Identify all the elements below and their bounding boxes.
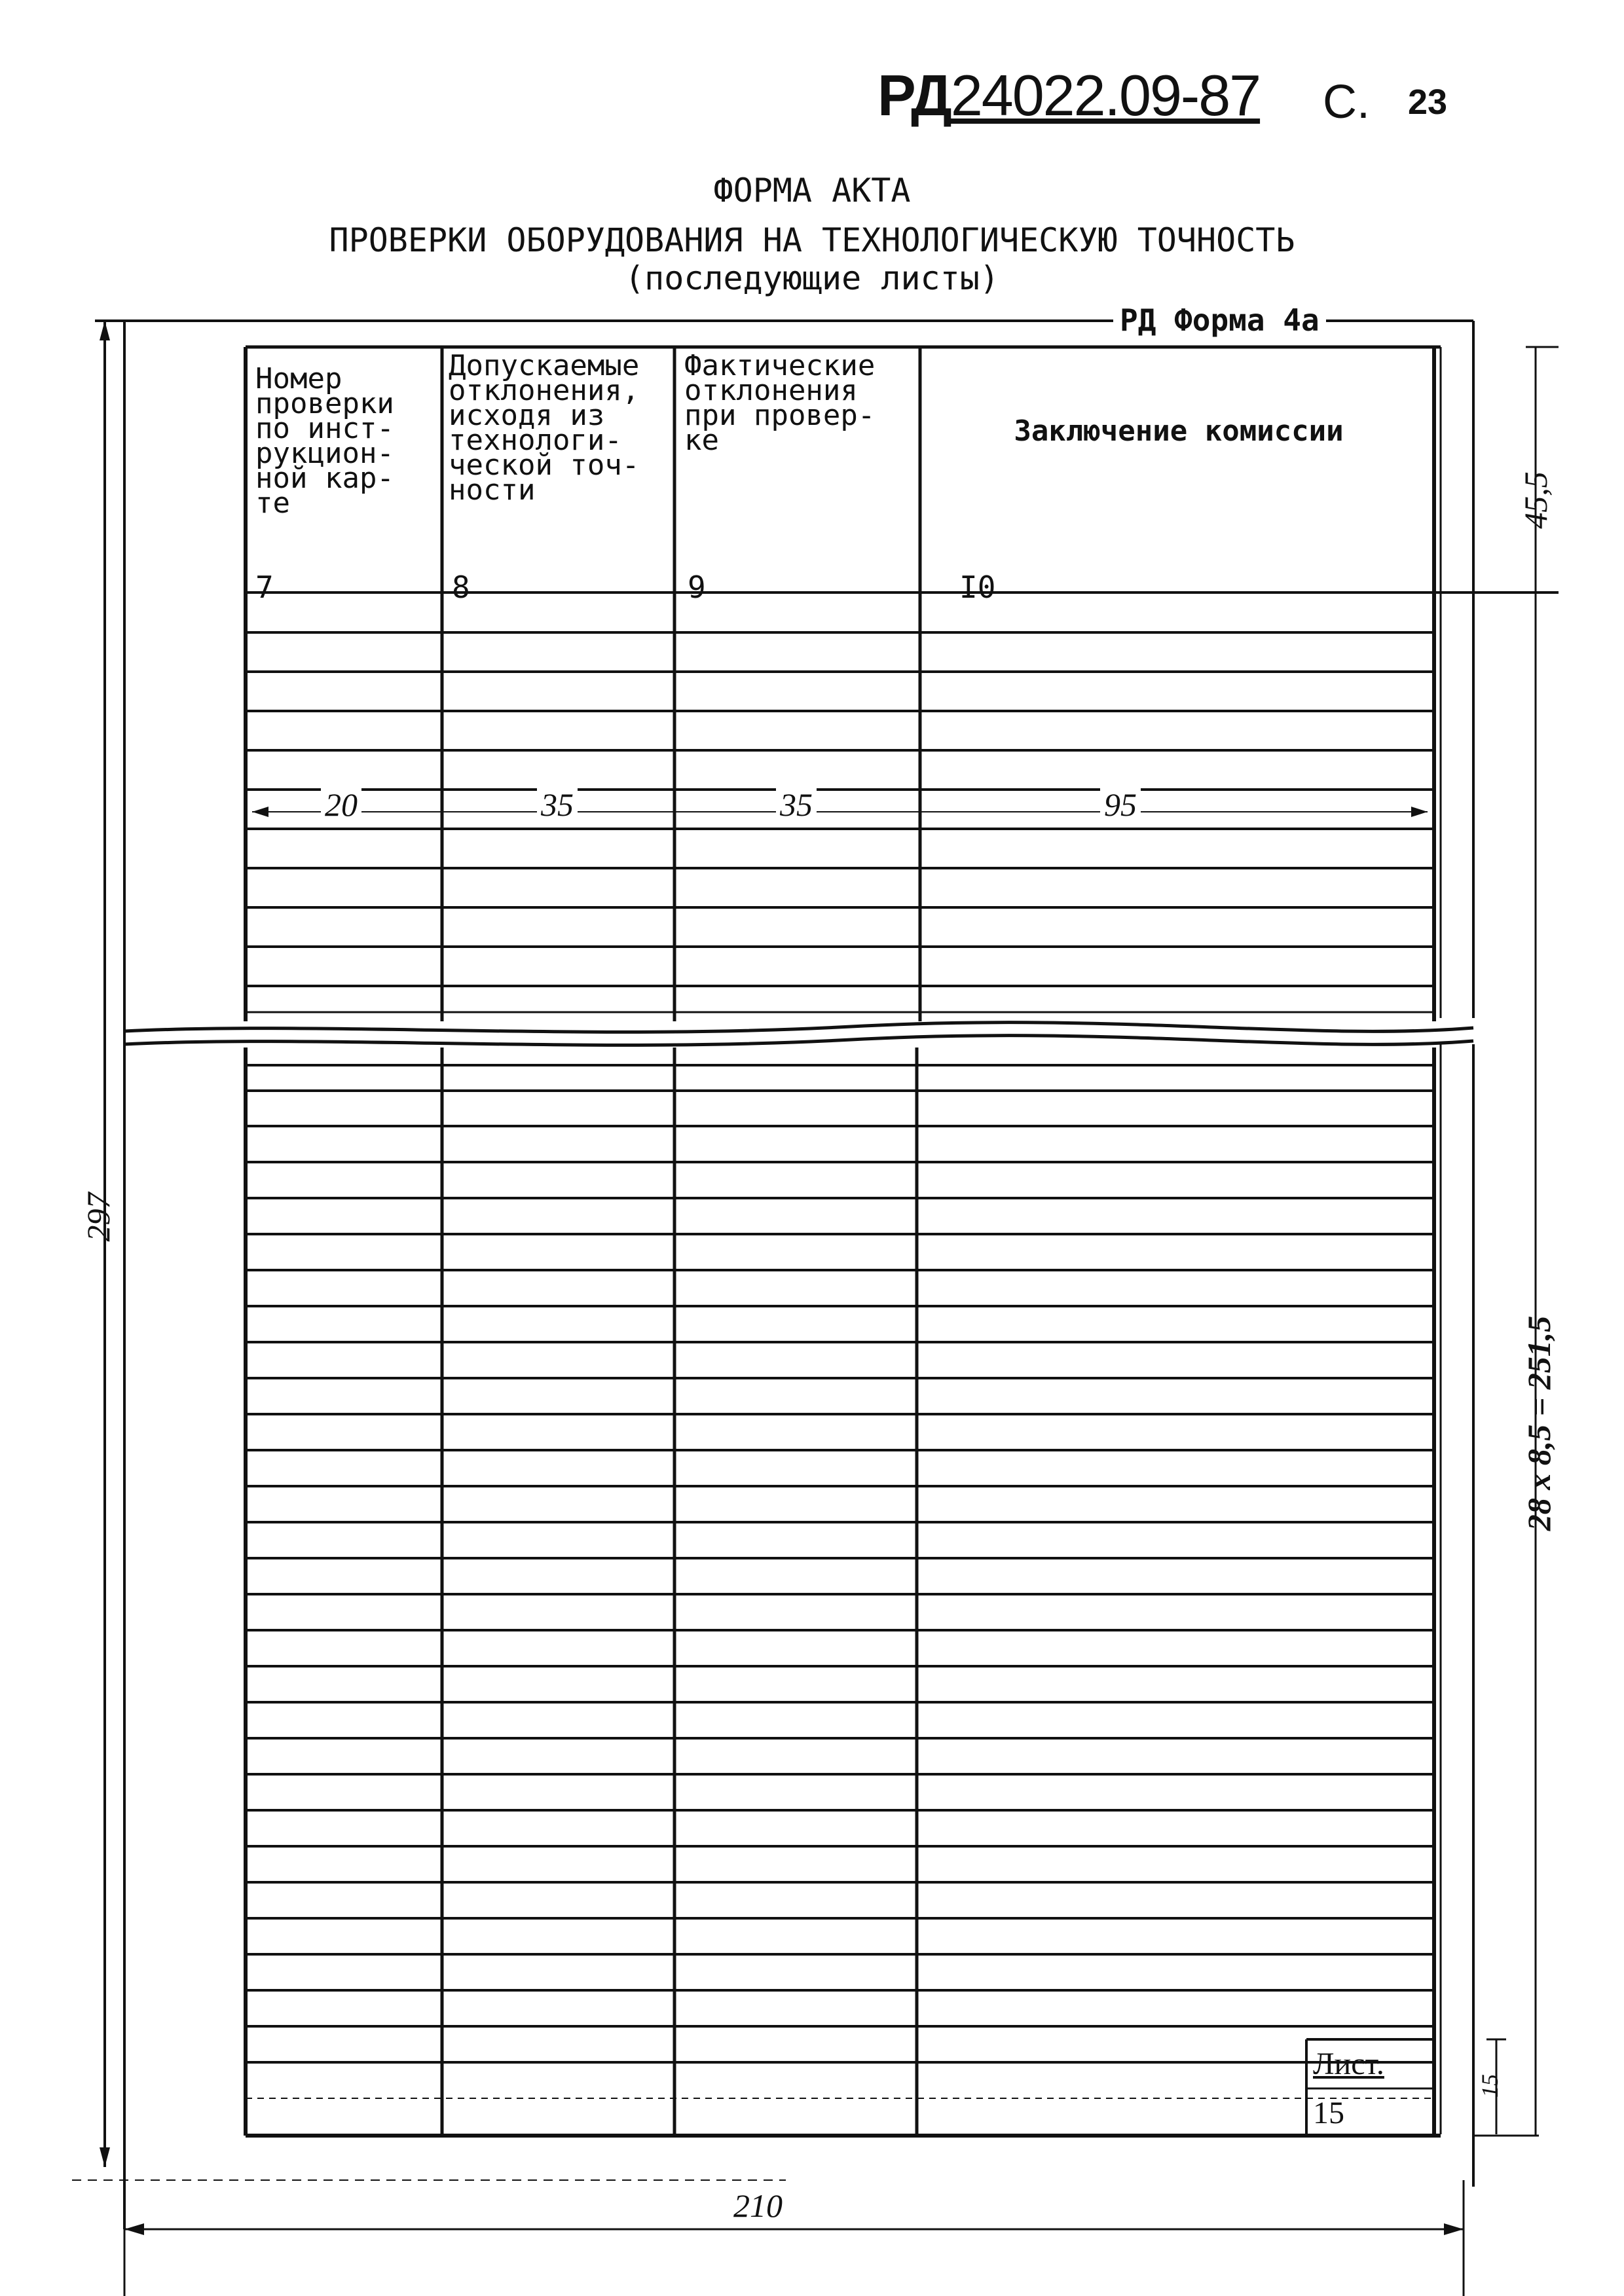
dim-header-height: 45,5	[1517, 471, 1554, 529]
dim-col-width-3: 35	[776, 786, 817, 824]
dim-width-total: 210	[733, 2187, 783, 2224]
doc-prefix: РД	[877, 63, 951, 128]
form-title: ФОРМА АКТА	[713, 172, 911, 210]
sheet-number: 15	[1313, 2096, 1344, 2130]
dim-height-total: 297	[80, 1192, 117, 1242]
column-header-actual-deviation: Фактические отклонения при провер- ке	[684, 349, 876, 457]
sheet-label: Лист.	[1313, 2047, 1384, 2081]
page-number: 23	[1408, 82, 1448, 122]
dim-col-width-4: 95	[1100, 786, 1141, 824]
dim-col-width-2: 35	[537, 786, 578, 824]
column-number-9: 9	[688, 570, 706, 605]
form-subtitle: ПРОВЕРКИ ОБОРУДОВАНИЯ НА ТЕХНОЛОГИЧЕСКУЮ ТОЧНОСТЬ	[329, 221, 1295, 259]
page-label: С.	[1323, 76, 1370, 128]
break-line-lower	[124, 1036, 1473, 1046]
doc-number: 24022.09-87	[950, 63, 1261, 128]
dim-col-width-1: 20	[321, 786, 361, 824]
column-number-7: 7	[255, 570, 274, 605]
dim-sheet-box-height: 15	[1477, 2074, 1503, 2098]
column-header-check-number: Номер проверки по инст- рукцион- ной кар- те	[255, 362, 394, 520]
column-header-commission-conclusion: Заключение комиссии	[1014, 414, 1344, 448]
column-header-allowed-deviation: Допускаемые отклонения, исходя из технологи- ческой точ- ности	[449, 349, 640, 507]
break-line-upper	[124, 1023, 1473, 1032]
column-number-8: 8	[452, 570, 470, 605]
form-subtitle-note: (последующие листы)	[625, 259, 999, 297]
column-number-10: I0	[959, 570, 996, 605]
dim-rows-height: 28 х 8,5 = 251,5	[1521, 1315, 1557, 1531]
form-label: РД Форма 4а	[1113, 302, 1326, 338]
